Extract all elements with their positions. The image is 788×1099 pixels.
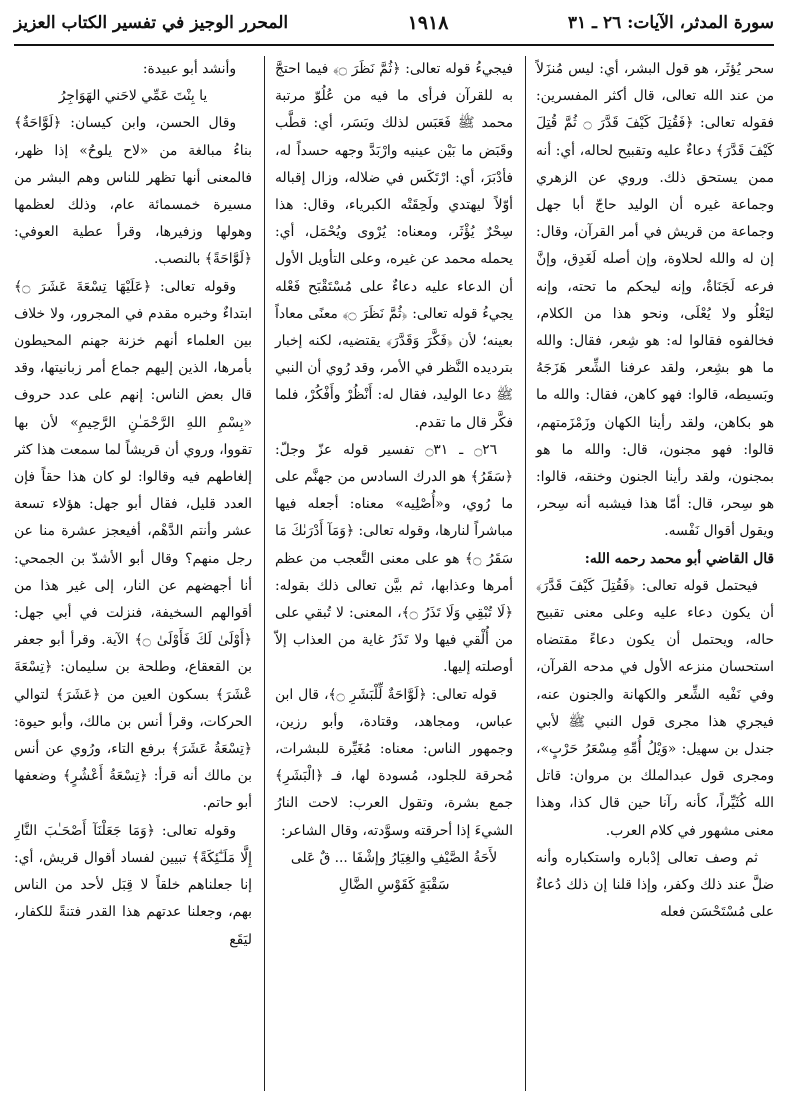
book-title: المحرر الوجيز في تفسير الكتاب العزيز: [14, 13, 289, 33]
poetry-verse: يا بِنْتَ عَمِّي لاحَني الهَوَاجِرُ: [58, 88, 208, 105]
paragraph: وقوله تعالى: ﴿وَمَا جَعَلْنَآ أَصْحَـٰبَ النَّارِ إِلَّا مَلَـٰٓئِكَةً﴾ تبيين لفساد أقوال قريش، أي: إنا جعلناهم خلقاً لا قِبَل لأحد من الناس بهم، وجعلنا عدتهم هذا القدر فتنةً للكفار، ليَقَع: [14, 822, 252, 948]
page-header: [14, 8, 774, 38]
surah-reference: سورة المدثر، الآيات: ٢٦ ـ ٣١: [567, 13, 774, 33]
speaker-heading: قال القاضي أبو محمد رحمه الله:: [584, 550, 774, 567]
header-rule: [14, 44, 774, 46]
text-columns: [14, 56, 774, 1091]
column-middle: [264, 56, 513, 1091]
poetry-verse: لأَحَةُ الصَّيْفِ والغِيَارُ وإشْفَا ... قٌ عَلى سَقْبَةٍ كَقَوْسِ الضَّالِ: [290, 849, 498, 894]
paragraph: ثم وصف تعالى إدْباره واستكباره وأنه ضلَّ عند ذلك وكفر، وإذا قلنا إن ذلك دُعاءٌ على مُسْتَحْسَن فعله: [536, 849, 774, 921]
paragraph: قوله تعالى: ﴿لَوَّاحَةٌ لِّلْبَشَرِ ۝﴾، قال ابن عباس، ومجاهد، وقتادة، وأبو رزين، وجمهور الناس: معناه: مُغَيِّرة للبشرات، مُحرقة للجلود، مُسودة لها، فـ ﴿الْبَشَرِ﴾ جمع بشرة، وتقول العرب: لاحت النارُ الشيءَ إذا أحرقته وسوَّدته، وقال الشاعر:: [275, 686, 513, 839]
paragraph: ۝٢٦ ـ ۝٣١ تفسير قوله عزّ وجلّ: ﴿سَقَرُ﴾ هو الدرك السادس من جهنَّم على ما رُوي، و«أُصْلِيه» معناه: أجعله فيها مباشراً لنارها، وقوله تعالى: ﴿وَمَآ أَدْرَىٰكَ مَا سَقَرُ ۝﴾ هو على معنى التَّعجب من عظم أمرها وعذابها، ثم بيَّن تعالى ذلك بقوله: ﴿لَا تُبْقِي وَلَا تَذَرُ ۝﴾، المعنى: لا تُبقي على من أُلْقي فيها ولا تَذَرُ غاية من العذاب إلاّ أوصلته إليها.: [275, 441, 513, 676]
page-number: ١٩١٨: [407, 12, 449, 34]
column-right: [525, 56, 774, 1091]
paragraph: فيحتمل قوله تعالى: ﴿فَقُتِلَ كَيْفَ قَدَّرَ﴾ أن يكون دعاء عليه وعلى معنى تقبيح حاله، ويحتمل أن يكون دعاءً مقتضاه استحسان منزعه الأول في مدحه القرآن، وفي نَفْيه الشِّعر والكهانة والجنون عنه، فيجري هذا مجرى قول النبي ﷺ لأبي جندل بن سهيل: «وَيْلُ أُمِّهِ مِسْعَرُ حَرْبٍ»، ومجرى قول عبدالملك بن مروان: قاتل الله كُثَيِّراً، كأنه رآنا حين قال كذا، وهذا معنى مشهور في كلام العرب.: [536, 577, 774, 839]
column-left: [14, 56, 252, 1091]
paragraph: سحر يُؤثَر، هو قول البشر، أي: ليس مُنزَلاً من عند الله تعالى، قال أكثر المفسرين: فقوله تعالى: ﴿فَقُتِلَ كَيْفَ قَدَّرَ ۝ ثُمَّ قُتِلَ كَيْفَ قَدَّرَ﴾ دعاءٌ عليه وتقبيح لحاله، أي: أنه ممن يستحق ذلك. وروي عن الزهري وجماعة غيره أن الوليد حاجّ أبا جهل وجماعة من قريش في أمر القرآن، وقال: إن له والله لحلاوة، وإن أصله لَغَدِق، وإنَّ فرعه لَجَنَاةٌ، وإنه ليحكم ما تحته، وإنه ليَعْلُو ولا يُعْلَى، ونحو هذا من الكلام، فخالفوه فقالوا له: هو شِعر، فقال: والله ما هو بشِعر، ولقد عرفنا الشِّعر هَزَجَهُ وبَسيطه، قالوا: فهو كاهن، فقال: والله ما هو بكاهن، ولقد رأينا الكهان وزَمْزَمتهم، قالوا: فهو مجنون، قال: والله ما هو بمجنون، ولقد رأينا الجنون وخنقه، قالوا: هو سِحر، قال: أمّا هذا فيشبه أنه سِحر، ويقول أقوال نَفْسه.: [536, 61, 774, 540]
paragraph: فيجيءُ قوله تعالى: ﴿ثُمَّ نَظَرَ ۝﴾ فيما احتجَّ به للقرآن فرأى ما فيه من عُلُوّ مرتبة محمد ﷺ فَعَبَس لذلك وبَسَر، أي: قطَّب وقَبَض ما بَيْن عينيه وارْبَدَّ وجهه حسداً له، فأدْبَرَ، أي: ارْتَكَس في ضلاله، وزال إقباله أوّلاً ليهتدي ولَحِقَتْه الكبرياء، وقال: هذا سِحْرٌ يُؤْثَر، ومعناه: يُرْوى ويُحْمَل، أي: يحمله محمد عن غيره، وعلى التأويل الأول أن الدعاء عليه دعاءٌ على مُسْتَقْبَح فَعْله يجيءُ قوله تعالى: ﴿ثُمَّ نَظَرَ ۝﴾ معنًى معاداً بعينه؛ لأن ﴿فَكَّرَ وَقَدَّرَ﴾ يقتضيه، لكنه إخبار بترديده النَّظر في الأمر، وقد رُوي أن النبي ﷺ دعا الوليد، فقال له: أَنْظُرْ وأَفْكُرْ، فلما فكَّر قال ما تقدم.: [275, 61, 513, 431]
paragraph: وقال الحسن، وابن كيسان: ﴿لَوَّاحَةٌ﴾ بناءُ مبالغة من «لاح يلوحُ» إذا ظهر، فالمعنى أنها تظهر للناس وهم البشر من مسيرة خمسمائة عام، وذلك لعظمها وهولها وزفيرها، وقرأ عطية العوفي: ﴿لَوَّاحَةً﴾ بالنصب.: [14, 115, 252, 268]
paragraph: وقوله تعالى: ﴿عَلَيْهَا تِسْعَةَ عَشَرَ ۝﴾ ابتداءٌ وخبره مقدم في المجرور، ولا خلاف بين العلماء أنهم خزنة جهنم المحيطون بأمرها، الذين إليهم جماع أمر زبانيتها، وقد قال بعض الناس: إنهم على عدد حروف «بِسْمِ اللهِ الرَّحْمَـٰنِ الرَّحِيمِ» لأن بها تقووا، وروي أن قريشاً لما سمعت هذا كثر إلغاطهم فيه وقالوا: لو كان هذا حقاً فإن العدد قليل، فقال أبو جهل: هؤلاء تسعة عشر وأنتم الدَّهْم، أفيعجز عشرة منا عن رجل منهم؟ وقال أبو الأشدّ بن الجمحي: أنا أجهضهم عن النار، إلى غير هذا من أقوالهم السخيفة، فنزلت في أبي جهل: ﴿أَوْلَىٰ لَكَ فَأَوْلَىٰ ۝﴾ الآية. وقرأ أبو جعفر بن القعقاع، وطلحة بن سليمان: ﴿تِسْعَةَ عْشَرَ﴾ بسكون العين من ﴿عَشَرَ﴾ لتوالي الحركات، وقرأ أنس بن مالك، وأبو حيوة: ﴿تِسْعَةُ عَشَرَ﴾ برفع التاء، ورُوي عن أنس بن مالك أنه قرأ: ﴿تِسْعَةُ أَعْشُرٍ﴾ وضعفها أبو حاتم.: [14, 278, 252, 812]
paragraph: وأنشد أبو عبيدة:: [142, 61, 236, 77]
